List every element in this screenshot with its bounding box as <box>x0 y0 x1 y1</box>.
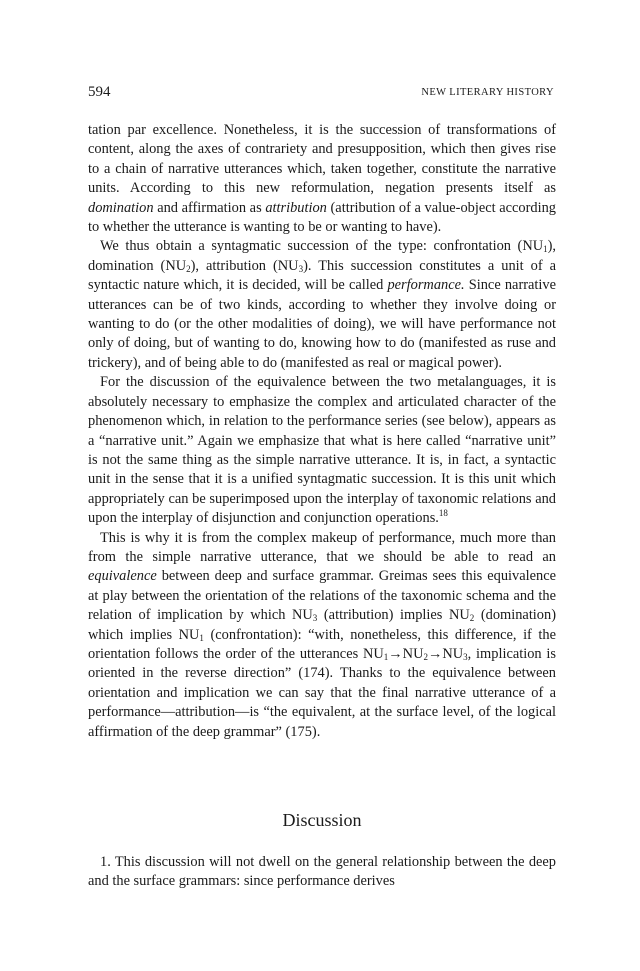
subscript: 1 <box>383 651 389 662</box>
text-run: and affirmation as <box>153 199 266 216</box>
text-run: ), attribution (NU <box>190 257 299 274</box>
section-paragraph-1: 1. This discussion will not dwell on the general relationship between the deep and the surface grammars: since performance derives <box>88 854 556 890</box>
italic-term: performance. <box>387 277 465 294</box>
paragraph-1 <box>88 121 556 237</box>
subscript: 1 <box>543 244 548 255</box>
text-run: ), domination (NU <box>88 238 556 274</box>
text-run: Since narrative utterances can be of two kinds, according to whether they involve doing or wanting to do (or the other modalities of doing), we will have performance not only of doing, but of wanting to do, knowing how to do (manifested as ruse and trickery), and of being able to do (manifested as real or magical power). <box>88 277 556 371</box>
page-number: 594 <box>88 84 111 100</box>
text-run: (domination) which implies NU <box>88 607 556 643</box>
body-text <box>88 121 556 742</box>
subscript: 2 <box>469 613 475 624</box>
subscript: 3 <box>463 651 468 662</box>
paragraph-4 <box>88 529 556 742</box>
subscript: 2 <box>186 263 191 274</box>
journal-title: NEW LITERARY HISTORY <box>421 87 554 98</box>
text-run: →NU <box>427 645 464 662</box>
subscript: 3 <box>298 263 304 274</box>
text-run: We thus obtain a syntagmatic succession of the type: confrontation (NU <box>100 238 544 255</box>
text-run: between deep and surface grammar. Greimas sees this equivalence at play between the orientation of the relations of the taxonomic schema and the relation of implication by which NU <box>88 568 556 624</box>
paragraph-2 <box>88 237 556 373</box>
text-run: →NU <box>388 645 424 662</box>
text-run: , implication is oriented in the reverse direction” (174). Thanks to the equivalence between orientation and implication we can say that the final narrative utterance of a performance—attribution—is “the equivalent, at the surface level, of the logical affirmation of the deep grammar” (175). <box>88 645 557 740</box>
paragraph-3 <box>88 373 556 528</box>
text-run: (attribution of a value-object according to whether the utterance is wanting to be or wanting to have). <box>88 199 556 236</box>
text-run: This is why it is from the complex makeup of performance, much more than from the simple narrative utterance, that we should be able to read an <box>88 529 556 565</box>
italic-term: equivalence <box>88 568 157 585</box>
text-run: tation par excellence. Nonetheless, it is the succession of transformations of content, along the axes of contrariety and presupposition, which then gives rise to a chain of narrative utterances which, taken together, constitute the narrative units. According to this new reformulation, negation presents itself as <box>88 122 556 197</box>
text-run: (confrontation): “with, nonetheless, this difference, if the orientation follows the order of the utterances NU <box>88 626 556 662</box>
italic-term: domination <box>88 199 154 216</box>
text-run: ). This succession constitutes a unit of a syntactic nature which, it is decided, will be called <box>88 257 556 294</box>
section-heading: Discussion <box>282 810 362 830</box>
running-head <box>88 84 554 104</box>
section-text <box>88 853 556 892</box>
text-run: For the discussion of the equivalence between the two metalanguages, it is absolutely necessary to emphasize the complex and articulated character of the phenomenon which, in relation to the performance series (see below), appears as a “narrative unit.” Again we emphasize that what is here called “narrative unit” is not the same thing as the simple narrative utterance. It is, in fact, a syntactic unit in the sense that it is a unified syntagmatic succession. It is this unit which appropriately can be superimposed upon the interplay of taxonomic relations and upon the interplay of disjunction and conjunction operations. <box>88 374 556 527</box>
footnote-ref[interactable]: 18 <box>438 508 448 519</box>
text-run: (attribution) implies NU <box>317 607 470 624</box>
italic-term: attribution <box>265 199 327 216</box>
subscript: 2 <box>423 651 428 662</box>
subscript: 3 <box>312 613 318 624</box>
subscript: 1 <box>199 632 204 643</box>
